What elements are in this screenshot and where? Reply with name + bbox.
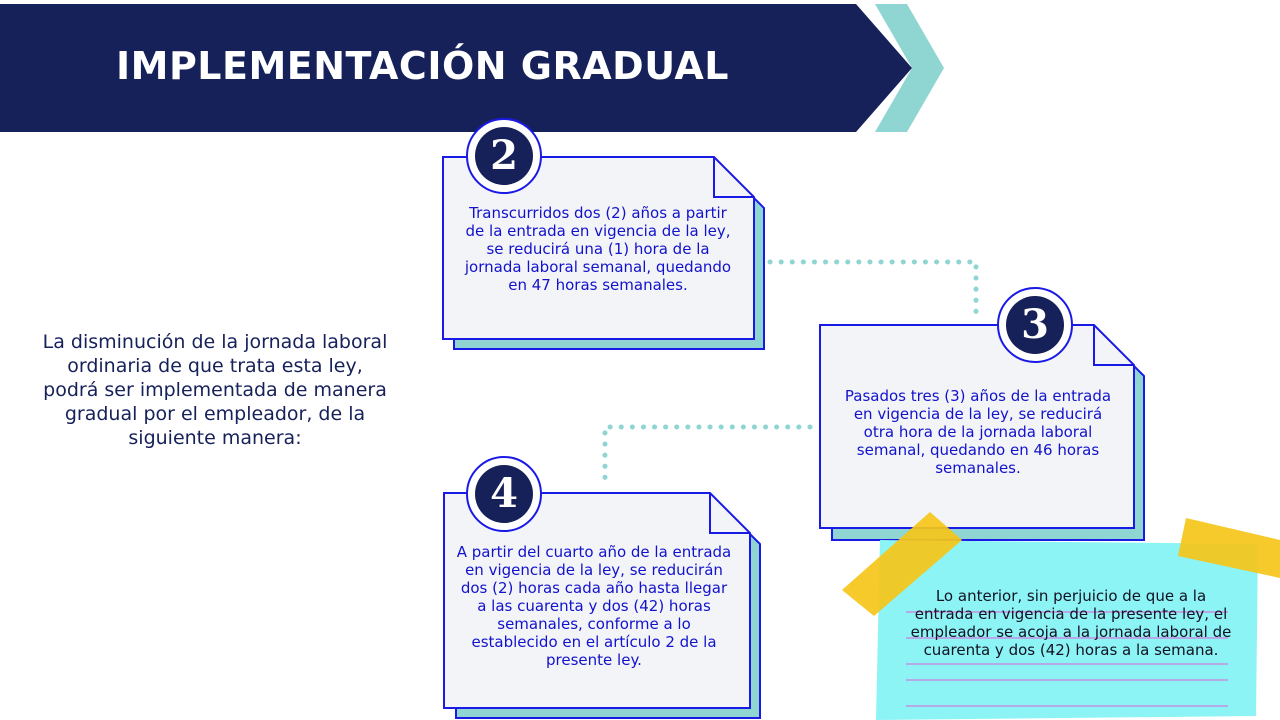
page-title: IMPLEMENTACIÓN GRADUAL	[116, 44, 730, 88]
step-number-4: 4	[490, 470, 518, 517]
step-number-2: 2	[490, 132, 518, 179]
step-number-3: 3	[1021, 301, 1049, 348]
step-text-2: Transcurridos dos (2) años a partir de la entrada en vigencia de la ley, se reducirá una (1) hora de la jornada laboral semanal, quedando en 47 horas semanales.	[464, 204, 732, 294]
step-text-3: Pasados tres (3) años de la entrada en vigencia de la ley, se reducirá otra hora de la jornada laboral semanal, quedando en 46 horas semanales.	[844, 387, 1112, 477]
sticky-note-text: Lo anterior, sin perjuicio de que a la entrada en vigencia de la presente ley, el empleador se acoja a la jornada laboral de cuarenta y dos (42) horas a la semana.	[910, 587, 1232, 659]
connector-2-3	[770, 262, 976, 314]
step-text-4: A partir del cuarto año de la entrada en vigencia de la ley, se reducirán dos (2) horas cada año hasta llegar a las cuarenta y dos (42) horas semanales, conforme a lo establecido en el artículo 2 de la presente ley.	[456, 543, 732, 669]
intro-paragraph: La disminución de la jornada laboral ordinaria de que trata esta ley, podrá ser implementada de manera gradual por el empleador, de la siguiente manera:	[42, 331, 388, 449]
connector-3-4	[605, 427, 810, 482]
